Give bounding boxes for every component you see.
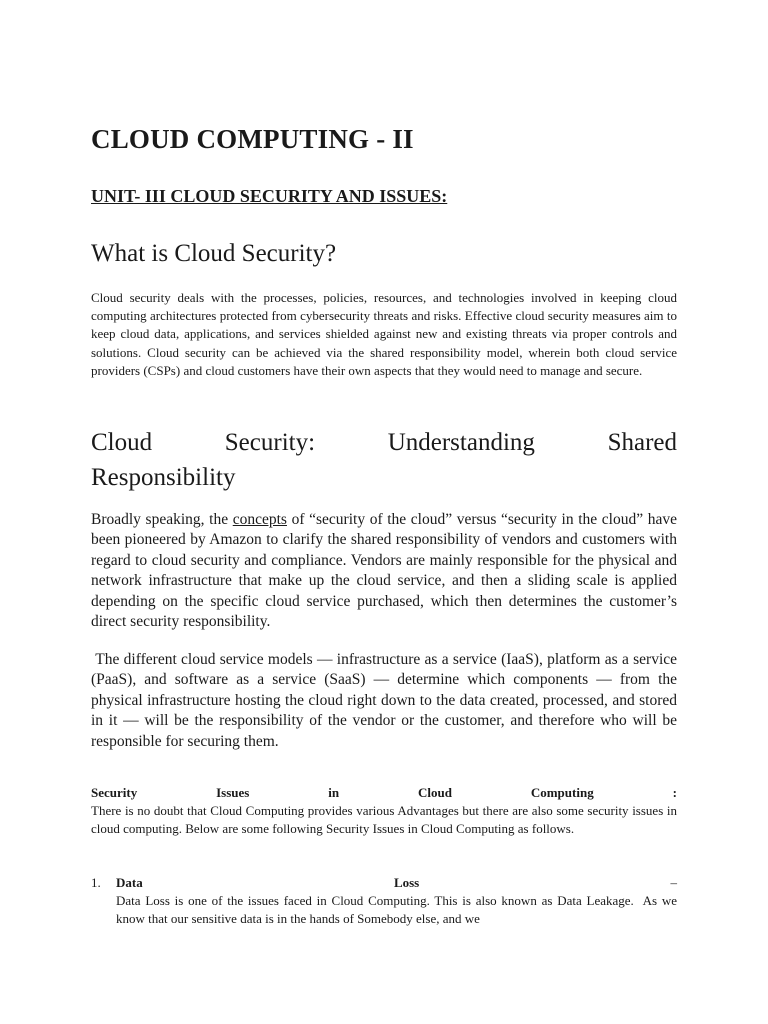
heading-word: Computing [530, 785, 594, 800]
heading-word: Issues [216, 785, 250, 800]
heading-dash: – [670, 875, 677, 890]
list-item-number: 1. [91, 875, 101, 890]
heading-word: Data [116, 875, 143, 890]
unit-heading: UNIT- III CLOUD SECURITY AND ISSUES: [91, 186, 448, 206]
heading-word: in [328, 785, 340, 800]
security-issues-heading [91, 784, 677, 802]
broadly-speaking-paragraph [91, 510, 677, 632]
heading-word: : [672, 785, 677, 800]
service-models-paragraph: The different cloud service models — infrastructure as a service (IaaS), platform as a service (PaaS), and software as a service (SaaS) — determine which components — from the physical infrastructure hosting the cloud right down to the data created, processed, and stored in it — will be the responsibility of the vendor or the customer, and therefore who will be responsible for securing them. [91, 651, 681, 750]
document-title: CLOUD COMPUTING - II [91, 124, 414, 154]
heading-line-2: Responsibility [91, 464, 236, 491]
heading-word: Loss [393, 875, 420, 890]
heading-word: Security [91, 785, 138, 800]
heading-word: Security: [224, 429, 316, 456]
section-heading-shared-responsibility [91, 425, 677, 495]
intro-paragraph: Cloud security deals with the processes, policies, resources, and technologies involved in keeping cloud computing architectures protected from cybersecurity threats and risks. Effective cloud security measures aim to keep cloud data, applications, and services shielded against new and existing threats via proper controls and solutions. Cloud security can be achieved via the shared responsibility model, wherein both cloud service providers (CSPs) and cloud customers have their own aspects that they would need to manage and secure. [91, 290, 677, 378]
paragraph-text: Broadly speaking, the [91, 511, 233, 528]
heading-word: Understanding [387, 429, 535, 456]
heading-word: Cloud [91, 429, 153, 456]
heading-word: Cloud [417, 785, 452, 800]
list-item-heading [116, 874, 677, 892]
concepts-link[interactable]: concepts [232, 511, 287, 528]
list-item-body: Data Loss is one of the issues faced in Cloud Computing. This is also known as Data Leakage. As we know that our sensitive data is in the hands of Somebody else, and we [116, 893, 681, 927]
heading-word: Shared [607, 429, 677, 456]
paragraph-text: of “security of the cloud” versus “security in the cloud” have been pioneered by Amazon to clarify the shared responsibility of vendors and customers with regard to cloud security and compliance. Vendors are mainly responsible for the physical and network infrastructure that make up the cloud service, and then a sliding scale is applied depending on the specific cloud service purchased, which then determines the customer’s direct security responsibility. [91, 511, 677, 631]
section-heading-what-is-cloud-security: What is Cloud Security? [91, 240, 337, 267]
security-issues-paragraph: There is no doubt that Cloud Computing provides various Advantages but there are also some security issues in cloud computing. Below are some following Security Issues in Cloud Computing as follows. [91, 803, 677, 837]
heading-line-1 [91, 425, 677, 460]
